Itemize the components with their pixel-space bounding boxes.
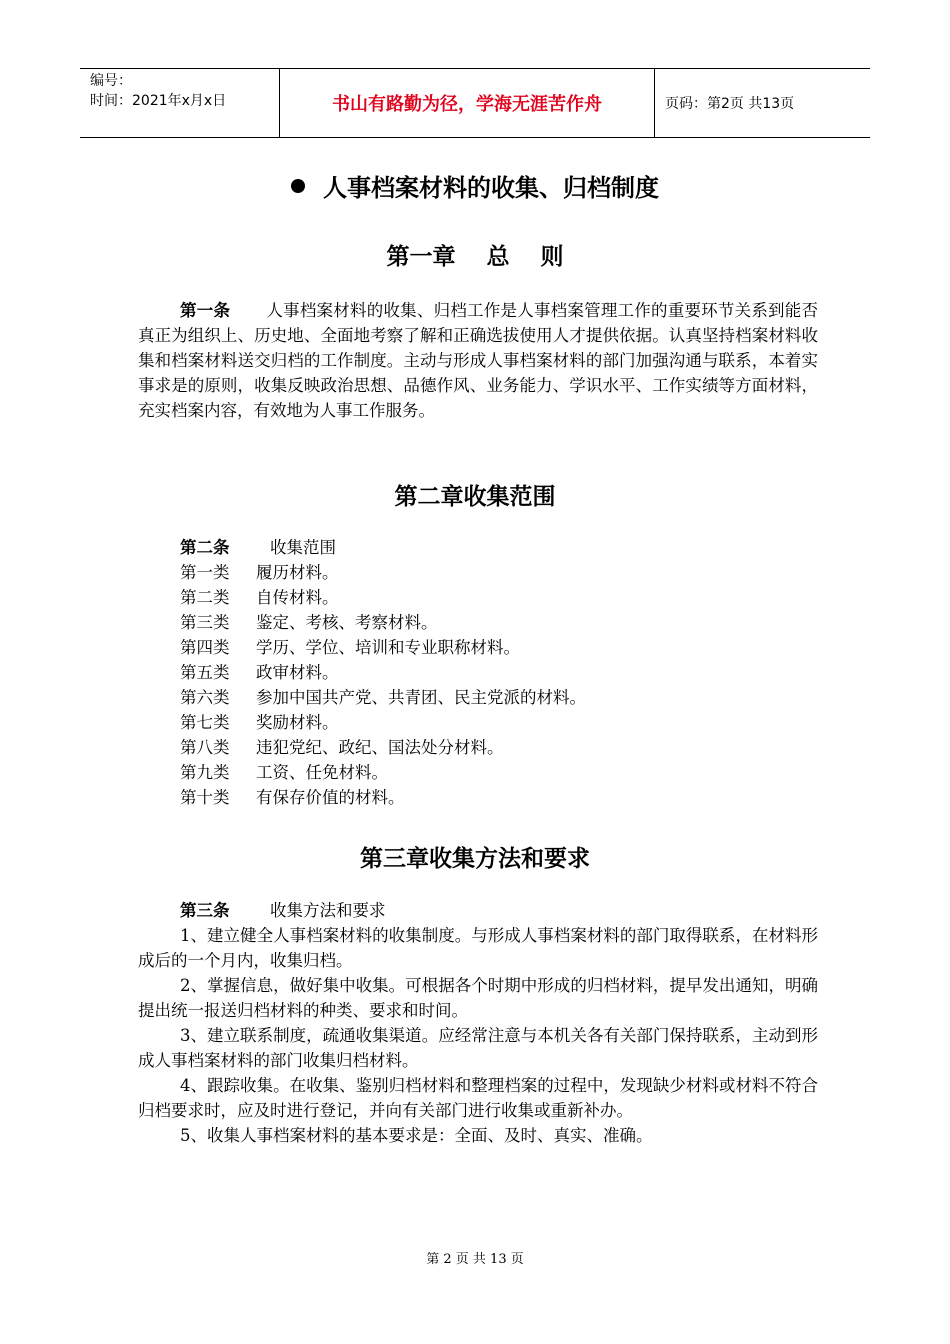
header-page-info <box>655 69 870 137</box>
category-value: 鉴定、考核、考察材料。 <box>256 613 438 632</box>
article2-heading: 收集范围 <box>270 538 336 557</box>
category-key: 第五类 <box>180 663 230 682</box>
article1-text: 人事档案材料的收集、归档工作是人事档案管理工作的重要环节关系到能否真正为组织上、历史地、全面地考察了解和正确选拔使用人才提供依据。认真坚持档案材料收集和档案材料送交归档的工作制度。主动与形成人事档案材料的部门加强沟通与联系，本着实事求是的原则，收集反映政治思想、品德作风、业务能力、学识水平、工作实绩等方面材料，充实档案内容，有效地为人事工作服务。 <box>138 301 819 420</box>
category-value: 学历、学位、培训和专业职称材料。 <box>256 638 520 657</box>
chapter1-title: 第一章 总 则 <box>386 244 564 270</box>
category-row <box>180 585 586 610</box>
requirement-item: 3、建立联系制度，疏通收集渠道。应经常注意与本机关各有关部门保持联系，主动到形成人事档案材料的部门收集归档材料。 <box>138 1026 818 1070</box>
chapter3-title: 第三章收集方法和要求 <box>360 846 590 872</box>
bullet-icon <box>291 179 305 193</box>
category-row <box>180 710 586 735</box>
category-row <box>180 735 586 760</box>
requirement-item: 4、跟踪收集。在收集、鉴别归档材料和整理档案的过程中，发现缺少材料或材料不符合归档要求时，应及时进行登记，并向有关部门进行收集或重新补办。 <box>138 1076 818 1120</box>
chapter3-article <box>138 898 818 1148</box>
category-key: 第九类 <box>180 763 230 782</box>
category-key: 第二类 <box>180 588 230 607</box>
article3-heading: 收集方法和要求 <box>270 901 386 920</box>
article3-label: 第三条 <box>180 901 230 920</box>
category-row <box>180 610 586 635</box>
header-table <box>80 68 870 138</box>
category-value: 参加中国共产党、共青团、民主党派的材料。 <box>256 688 586 707</box>
category-key: 第八类 <box>180 738 230 757</box>
document-title <box>0 168 950 203</box>
number-label: 编号： <box>90 73 132 89</box>
category-value: 违犯党纪、政纪、国法处分材料。 <box>256 738 504 757</box>
category-key: 第一类 <box>180 563 230 582</box>
category-key: 第四类 <box>180 638 230 657</box>
header-motto: 书山有路勤为径，学海无涯苦作舟 <box>280 69 655 137</box>
requirement-item: 2、掌握信息，做好集中收集。可根据各个时期中形成的归档材料，提早发出通知，明确提出统一报送归档材料的种类、要求和时间。 <box>138 976 818 1020</box>
article2-heading-row <box>180 535 586 560</box>
category-key: 第十类 <box>180 788 230 807</box>
requirement-item: 5、收集人事档案材料的基本要求是：全面、及时、真实、准确。 <box>180 1126 653 1145</box>
header-meta <box>80 69 280 137</box>
chapter1-article <box>138 298 818 423</box>
article2-label: 第二条 <box>180 538 230 557</box>
category-value: 自传材料。 <box>256 588 339 607</box>
time-label: 时间：2021年x月x日 <box>90 93 227 109</box>
category-value: 工资、任免材料。 <box>256 763 388 782</box>
requirement-item: 1、建立健全人事档案材料的收集制度。与形成人事档案材料的部门取得联系，在材料形成后的一个月内，收集归档。 <box>138 926 818 970</box>
category-key: 第六类 <box>180 688 230 707</box>
chapter2-title: 第二章收集范围 <box>394 484 556 510</box>
category-value: 奖励材料。 <box>256 713 339 732</box>
category-key: 第三类 <box>180 613 230 632</box>
document-title-text: 人事档案材料的收集、归档制度 <box>323 174 659 202</box>
article1-label: 第一条 <box>180 301 231 320</box>
category-value: 政审材料。 <box>256 663 339 682</box>
category-row <box>180 760 586 785</box>
category-row <box>180 685 586 710</box>
category-row <box>180 785 586 810</box>
category-key: 第七类 <box>180 713 230 732</box>
category-row <box>180 635 586 660</box>
page-info-text: 页码：第2页 共13页 <box>665 96 795 112</box>
page-footer: 第 2 页 共 13 页 <box>426 1252 524 1267</box>
category-value: 有保存价值的材料。 <box>256 788 405 807</box>
category-value: 履历材料。 <box>256 563 339 582</box>
chapter2-list <box>180 535 586 810</box>
category-row <box>180 560 586 585</box>
category-row <box>180 660 586 685</box>
